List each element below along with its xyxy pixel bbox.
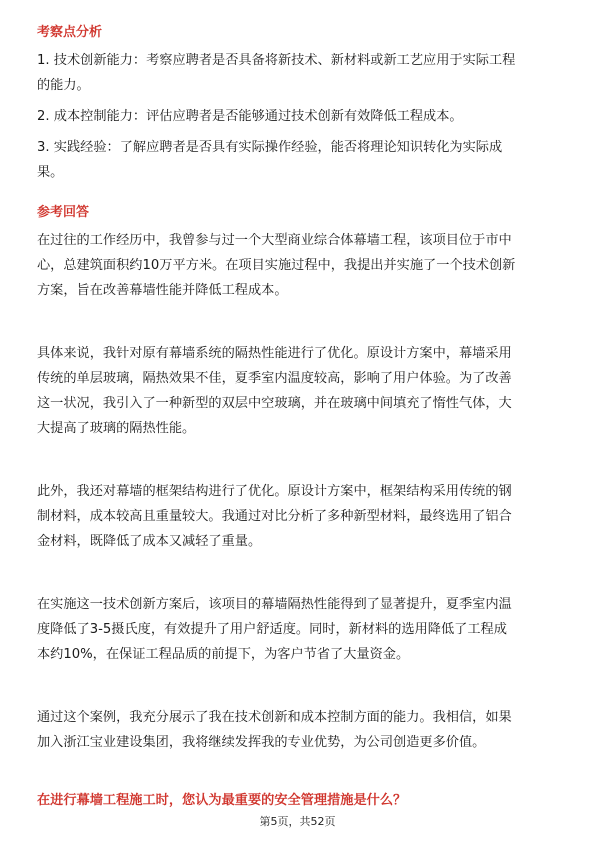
answer-line: 金材料，既降低了成本又减轻了重量。 [37, 534, 262, 549]
answer-line: 大提高了玻璃的隔热性能。 [37, 421, 196, 436]
next-question-heading: 在进行幕墙工程施工时，您认为最重要的安全管理措施是什么？ [37, 793, 407, 808]
answer-line: 制材料，成本较高且重量较大。我通过对比分析了多种新型材料，最终选用了铝合 [37, 509, 512, 524]
analysis-heading: 考察点分析 [37, 25, 103, 40]
analysis-line: 的能力。 [37, 78, 90, 93]
page-number: 第5页，共52页 [259, 815, 336, 828]
answer-line: 度降低了3-5摄氏度，有效提升了用户舒适度。同时，新材料的选用降低了工程成 [37, 622, 507, 637]
answer-line: 这一状况，我引入了一种新型的双层中空玻璃，并在玻璃中间填充了惰性气体，大 [37, 396, 512, 411]
answer-line: 在过往的工作经历中，我曾参与过一个大型商业综合体幕墙工程，该项目位于市中 [37, 233, 512, 248]
answer-line: 方案，旨在改善幕墙性能并降低工程成本。 [37, 283, 288, 298]
answer-line: 心，总建筑面积约10万平方米。在项目实施过程中，我提出并实施了一个技术创新 [37, 258, 516, 273]
answer-line: 具体来说，我针对原有幕墙系统的隔热性能进行了优化。原设计方案中，幕墙采用 [37, 346, 512, 361]
answer-heading: 参考回答 [37, 205, 90, 220]
answer-line: 通过这个案例，我充分展示了我在技术创新和成本控制方面的能力。我相信，如果 [37, 710, 512, 725]
answer-line: 本约10%，在保证工程品质的前提下，为客户节省了大量资金。 [37, 647, 410, 662]
answer-line: 此外，我还对幕墙的框架结构进行了优化。原设计方案中，框架结构采用传统的钢 [37, 484, 512, 499]
answer-line: 传统的单层玻璃，隔热效果不佳，夏季室内温度较高，影响了用户体验。为了改善 [37, 371, 512, 386]
answer-line: 加入浙江宝业建设集团，我将继续发挥我的专业优势，为公司创造更多价值。 [37, 735, 486, 750]
analysis-line: 2. 成本控制能力：评估应聘者是否能够通过技术创新有效降低工程成本。 [37, 109, 463, 124]
analysis-line: 果。 [37, 165, 64, 180]
answer-line: 在实施这一技术创新方案后，该项目的幕墙隔热性能得到了显著提升，夏季室内温 [37, 597, 512, 612]
analysis-line: 3. 实践经验：了解应聘者是否具有实际操作经验，能否将理论知识转化为实际成 [37, 140, 503, 155]
analysis-line: 1. 技术创新能力：考察应聘者是否具备将新技术、新材料或新工艺应用于实际工程 [37, 53, 516, 68]
